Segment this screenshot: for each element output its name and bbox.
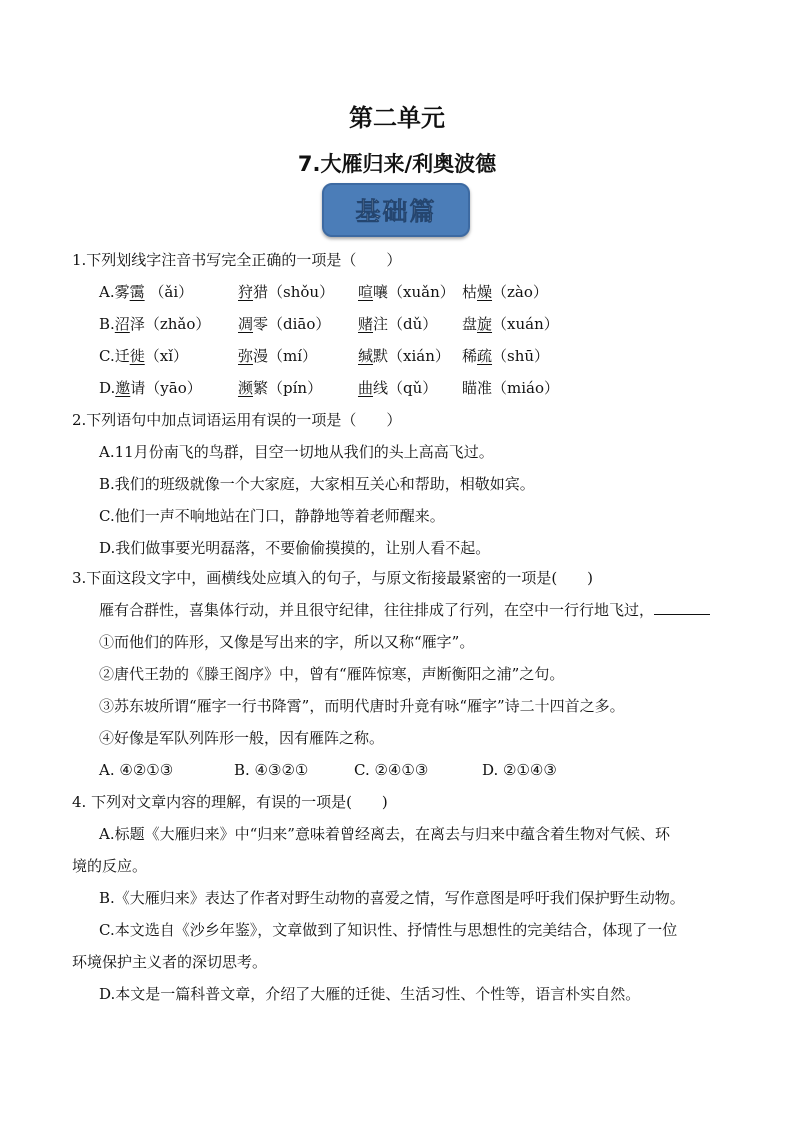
q1-item-prefix: 盘 [462, 315, 478, 333]
q2-option-d: D.我们做事要光明磊落，不要偷偷摸摸的，让别人看不起。 [99, 539, 491, 557]
q1-underlined-char: 旋 [477, 315, 493, 333]
q1-underlined-char: 狩 [238, 283, 254, 301]
q1-option-a-item-2 [238, 282, 334, 302]
q1-option-c-item-4 [462, 346, 549, 366]
unit-title: 第二单元 [349, 104, 445, 132]
q1-item-prefix: D. [99, 379, 116, 397]
q1-underlined-char: 燥 [477, 283, 493, 301]
q1-option-b-item-1 [99, 314, 210, 334]
q2-option-a: A.11月份南飞的鸟群，目空一切地从我们的头上高高飞过。 [99, 443, 494, 461]
q1-option-d-item-1 [99, 378, 202, 398]
q1-underlined-char: 喧 [358, 283, 374, 301]
q1-item-suffix: 猎（shǒu） [253, 283, 335, 301]
q1-option-d-item-4 [462, 378, 559, 398]
q3-sentence-4: ④好像是军队列阵形一般，因有雁阵之称。 [99, 729, 385, 747]
q1-option-a-item-4 [462, 282, 548, 302]
q4-option-b: B.《大雁归来》表达了作者对野生动物的喜爱之情，写作意图是呼吁我们保护野生动物。 [99, 889, 685, 907]
q1-item-suffix: 请（yāo） [130, 379, 202, 397]
q1-item-suffix: 繁（pín） [253, 379, 323, 397]
q4-stem: 4. 下列对文章内容的理解，有误的一项是( ) [72, 793, 388, 811]
q3-choice-d: D. ②①④③ [482, 761, 557, 779]
q1-item-prefix: B. [99, 315, 115, 333]
q3-passage-text: 雁有合群性，喜集体行动，并且很守纪律，往往排成了行列，在空中一行行地飞过， [99, 601, 655, 619]
q1-underlined-char: 邀 [115, 379, 131, 397]
q1-underlined-char: 凋 [238, 315, 254, 333]
q3-stem: 3.下面这段文字中，画横线处应填入的句子，与原文衔接最紧密的一项是( ) [72, 569, 594, 587]
q4-option-a-line2: 境的反应。 [72, 857, 148, 875]
q1-underlined-char: 曲 [358, 379, 374, 397]
q4-option-c-line2: 环境保护主义者的深切思考。 [72, 953, 268, 971]
q1-option-c-item-2 [238, 346, 317, 366]
q1-option-b-item-2 [238, 314, 330, 334]
q3-sentence-2: ②唐代王勃的《滕王阁序》中，曾有“雁阵惊寒，声断衡阳之浦”之句。 [99, 665, 565, 683]
q1-item-prefix: 瞄准（miáo） [462, 379, 559, 397]
q1-item-suffix: （zào） [492, 283, 548, 301]
q4-option-a-line1: A.标题《大雁归来》中“归来”意味着曾经离去，在离去与归来中蕴含着生物对气候、环 [99, 825, 670, 843]
q3-passage [99, 600, 710, 620]
q1-item-suffix: 注（dǔ） [373, 315, 438, 333]
q1-underlined-char: 赌 [358, 315, 374, 333]
q1-item-suffix: 嚷（xuǎn） [373, 283, 455, 301]
q3-sentence-3: ③苏东坡所谓“雁字一行书降霄”，而明代唐时升竟有咏“雁字”诗二十四首之多。 [99, 697, 625, 715]
q1-item-suffix: （shū） [492, 347, 550, 365]
q1-item-suffix: （ǎi） [144, 283, 194, 301]
q3-blank [654, 600, 710, 615]
q2-stem: 2.下列语句中加点词语运用有误的一项是（ ） [72, 411, 402, 429]
q1-underlined-char: 徙 [129, 347, 145, 365]
q1-item-suffix: 泽（zhǎo） [129, 315, 211, 333]
q1-underlined-char: 濒 [238, 379, 254, 397]
q1-item-suffix: （xuán） [492, 315, 559, 333]
q3-choice-b: B. ④③②① [234, 761, 309, 779]
q4-option-c-line1: C.本文选自《沙乡年鉴》，文章做到了知识性、抒情性与思想性的完美结合，体现了一位 [99, 921, 678, 939]
q1-item-suffix: 零（diāo） [253, 315, 331, 333]
q1-item-prefix: A.雾 [99, 283, 130, 301]
q3-sentence-1: ①而他们的阵形，又像是写出来的字，所以又称“雁字”。 [99, 633, 475, 651]
q1-option-a-item-3 [358, 282, 455, 302]
q1-option-c-item-1 [99, 346, 188, 366]
q1-underlined-char: 缄 [358, 347, 374, 365]
q1-option-b-item-3 [358, 314, 437, 334]
q1-option-d-item-3 [358, 378, 437, 398]
q3-choice-a: A. ④②①③ [99, 761, 174, 779]
q1-item-prefix: C.迁 [99, 347, 130, 365]
q1-item-prefix: 枯 [462, 283, 478, 301]
q1-item-suffix: 线（qǔ） [373, 379, 438, 397]
q3-choice-c: C. ②④①③ [354, 761, 429, 779]
q1-option-c-item-3 [358, 346, 450, 366]
lesson-title: 7.大雁归来/利奥波德 [297, 152, 497, 176]
q1-option-a-item-1 [99, 282, 193, 302]
q1-item-suffix: 默（xián） [373, 347, 450, 365]
q1-underlined-char: 霭 [129, 283, 145, 301]
q1-stem: 1.下列划线字注音书写完全正确的一项是（ ） [72, 251, 402, 269]
q1-underlined-char: 沼 [114, 315, 130, 333]
q2-option-c: C.他们一声不响地站在门口，静静地等着老师醒来。 [99, 507, 445, 525]
q1-item-suffix: 漫（mí） [253, 347, 318, 365]
q1-item-suffix: （xǐ） [144, 347, 188, 365]
q1-underlined-char: 弥 [238, 347, 254, 365]
q1-item-prefix: 稀 [462, 347, 478, 365]
section-badge: 基础篇 [322, 183, 470, 237]
q1-underlined-char: 疏 [477, 347, 493, 365]
q1-option-b-item-4 [462, 314, 559, 334]
q4-option-d: D.本文是一篇科普文章，介绍了大雁的迁徙、生活习性、个性等，语言朴实自然。 [99, 985, 641, 1003]
q2-option-b: B.我们的班级就像一个大家庭，大家相互关心和帮助，相敬如宾。 [99, 475, 535, 493]
q1-option-d-item-2 [238, 378, 322, 398]
